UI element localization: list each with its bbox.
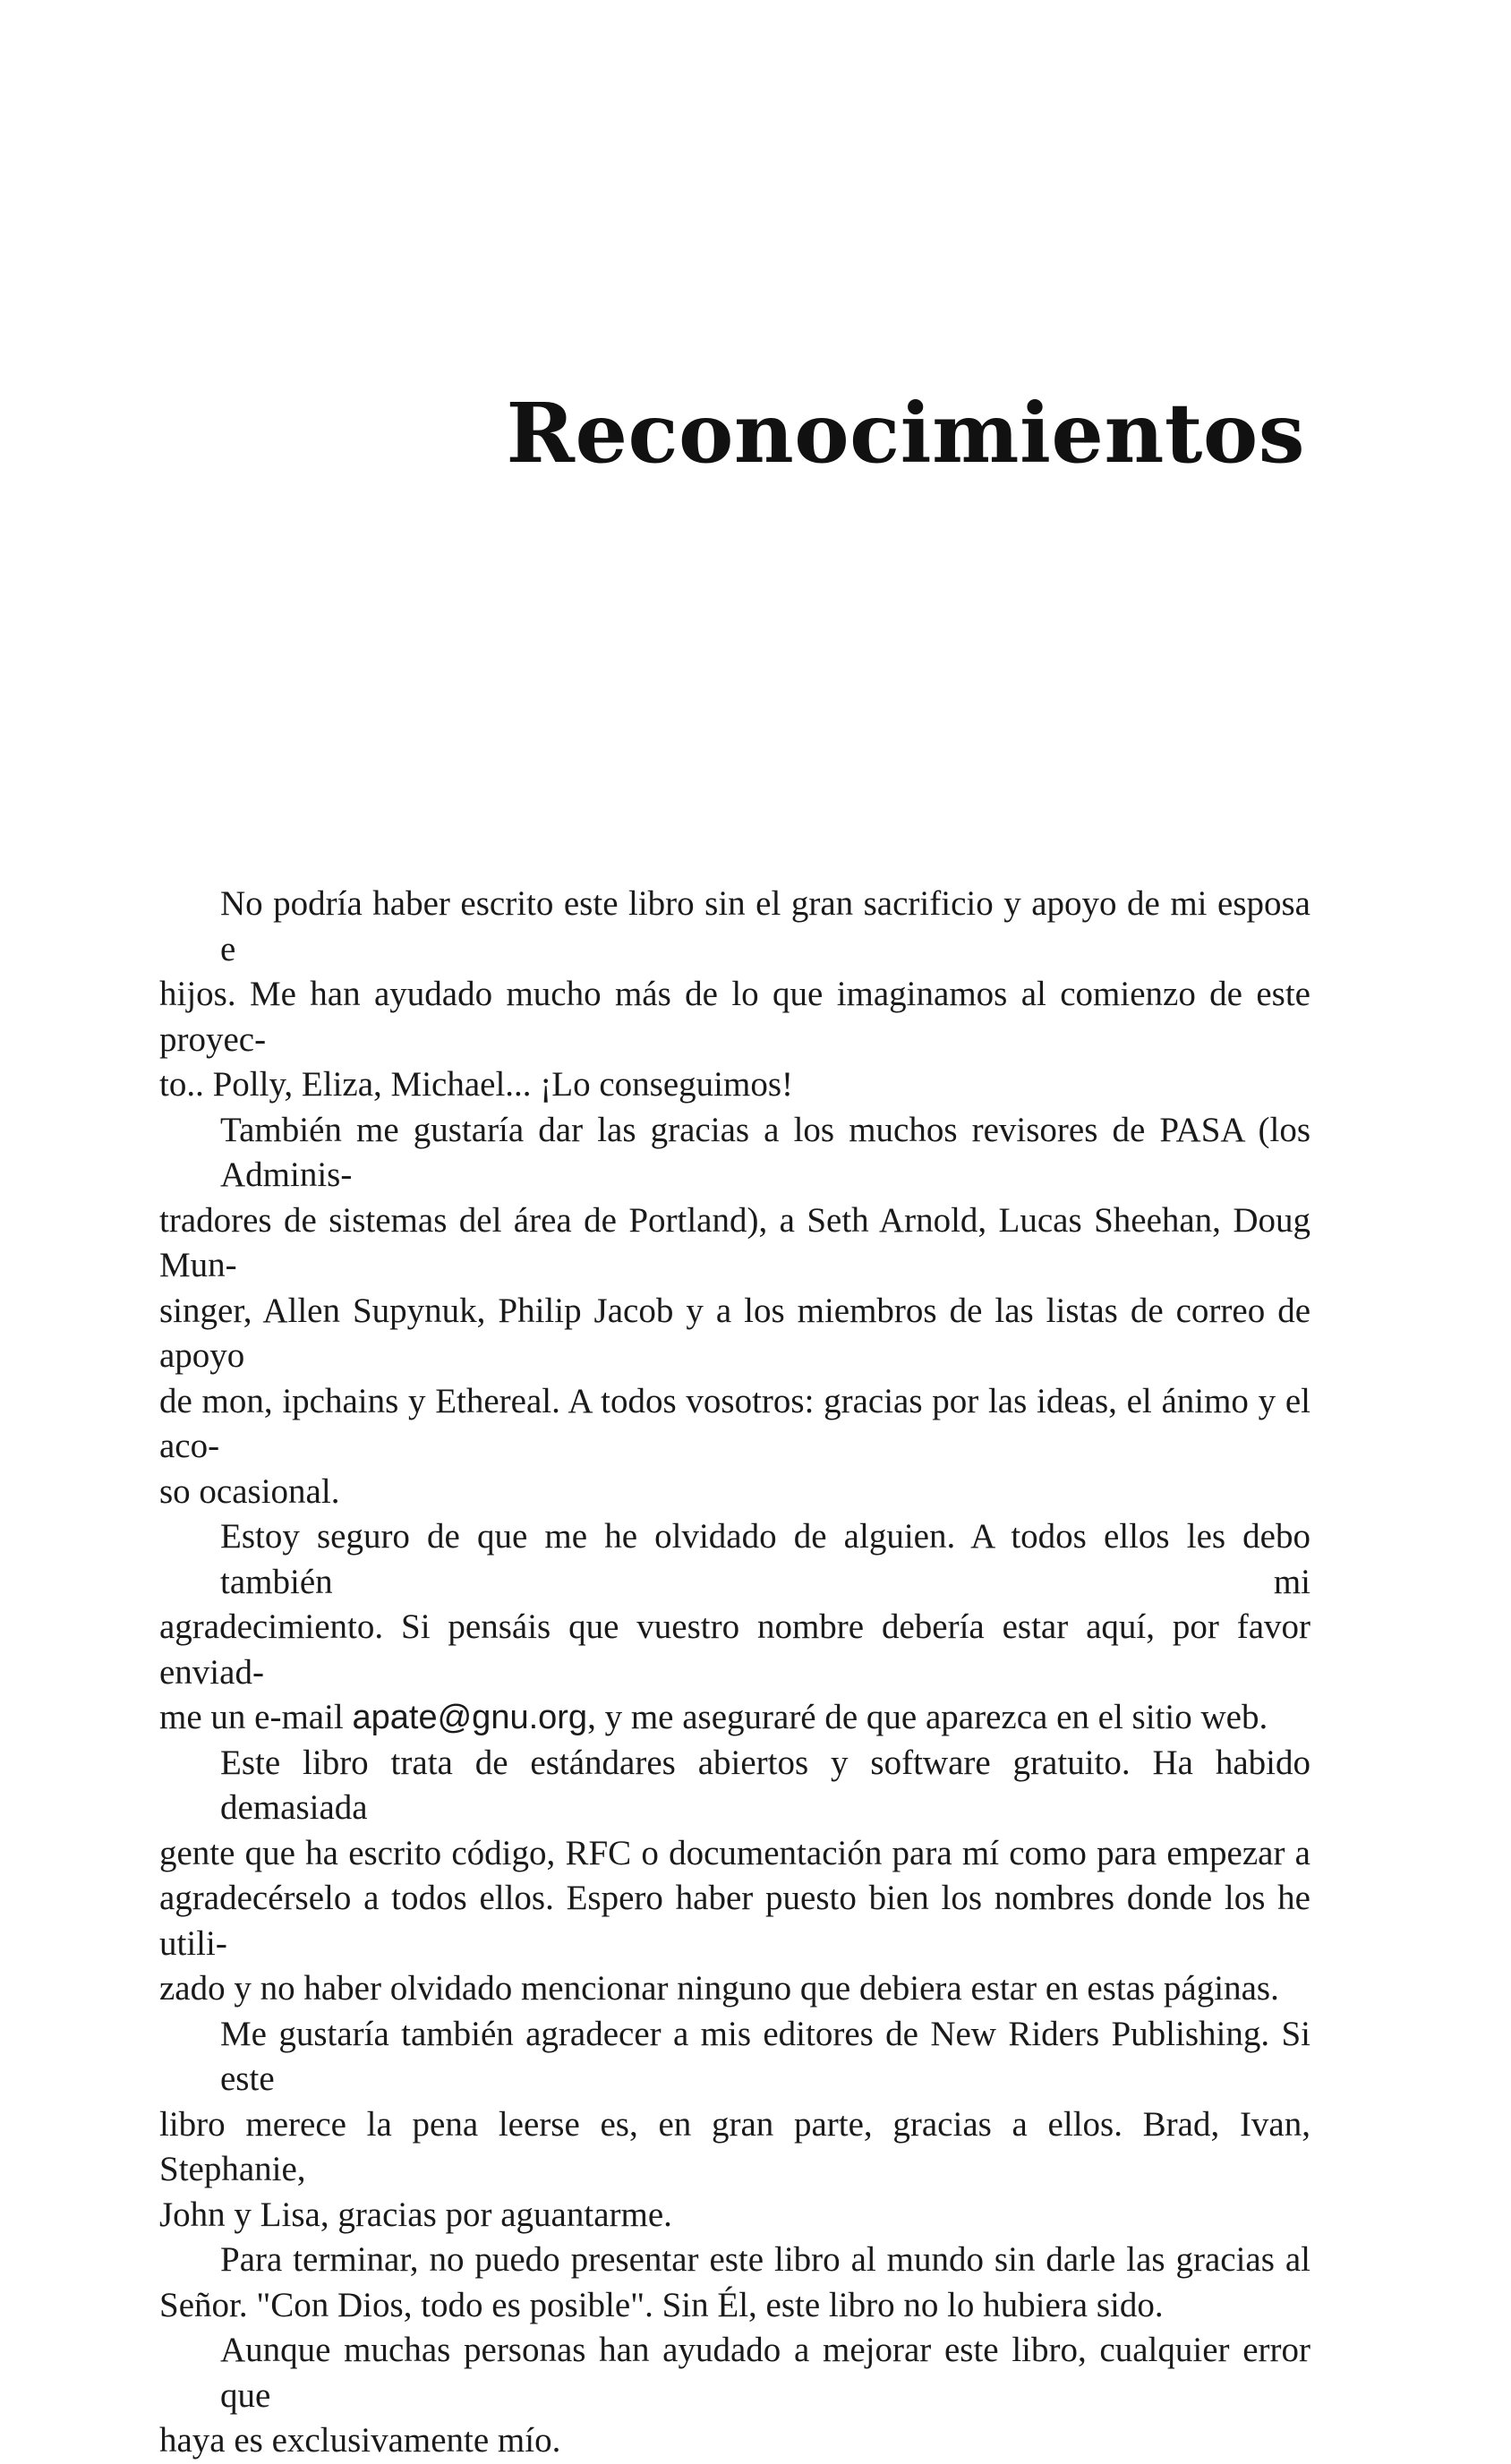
text-line: Me gustaría también agradecer a mis editores de New Riders Publishing. Si este	[220, 2014, 1310, 2098]
text-line: Señor. "Con Dios, todo es posible". Sin Él, este libro no lo hubiera sido.	[159, 2285, 1164, 2324]
text-line: so ocasional.	[159, 1471, 340, 1511]
acknowledgements-body	[159, 882, 1310, 2464]
text-line: Estoy seguro de que me he olvidado de alguien. A todos ellos les debo también mi	[220, 1517, 1310, 1601]
text-line: agradecimiento. Si pensáis que vuestro nombre debería estar aquí, por favor enviad-	[159, 1607, 1310, 1692]
text-line: to.. Polly, Eliza, Michael... ¡Lo conseguimos!	[159, 1065, 793, 1104]
text-line: hijos. Me han ayudado mucho más de lo que imaginamos al comienzo de este proyec-	[159, 975, 1310, 1059]
text-line: Aunque muchas personas han ayudado a mejorar este libro, cualquier error que	[220, 2331, 1310, 2415]
text-fragment: me un e-mail	[159, 1698, 353, 1736]
text-line: Para terminar, no puedo presentar este libro al mundo sin darle las gracias al	[220, 2240, 1310, 2279]
text-line: haya es exclusivamente mío.	[159, 2421, 561, 2460]
text-line: gente que ha escrito código, RFC o documentación para mí como para empezar a	[159, 1833, 1310, 1872]
text-line: libro merece la pena leerse es, en gran parte, gracias a ellos. Brad, Ivan, Stephanie,	[159, 2104, 1310, 2188]
text-line: agradecérselo a todos ellos. Espero haber puesto bien los nombres donde los he utili-	[159, 1879, 1310, 1963]
page-title: Reconocimientos	[506, 385, 1305, 482]
text-line: Este libro trata de estándares abiertos y software gratuito. Ha habido demasiada	[220, 1743, 1310, 1827]
text-line: También me gustaría dar las gracias a los muchos revisores de PASA (los Adminis-	[220, 1110, 1310, 1194]
email-address: apate@gnu.org	[352, 1699, 588, 1736]
text-line: zado y no haber olvidado mencionar ninguno que debiera estar en estas páginas.	[159, 1969, 1279, 2008]
text-line: John y Lisa, gracias por aguantarme.	[159, 2195, 672, 2234]
text-fragment: , y me aseguraré de que aparezca en el sitio web.	[587, 1698, 1268, 1736]
text-line: No podría haber escrito este libro sin el gran sacrificio y apoyo de mi esposa e	[220, 884, 1310, 968]
text-line: tradores de sistemas del área de Portland), a Seth Arnold, Lucas Sheehan, Doug Mun-	[159, 1200, 1310, 1284]
text-line	[159, 1695, 1310, 1741]
text-line: singer, Allen Supynuk, Philip Jacob y a los miembros de las listas de correo de apoyo	[159, 1291, 1310, 1375]
text-line: de mon, ipchains y Ethereal. A todos vosotros: gracias por las ideas, el ánimo y el aco-	[159, 1381, 1310, 1465]
